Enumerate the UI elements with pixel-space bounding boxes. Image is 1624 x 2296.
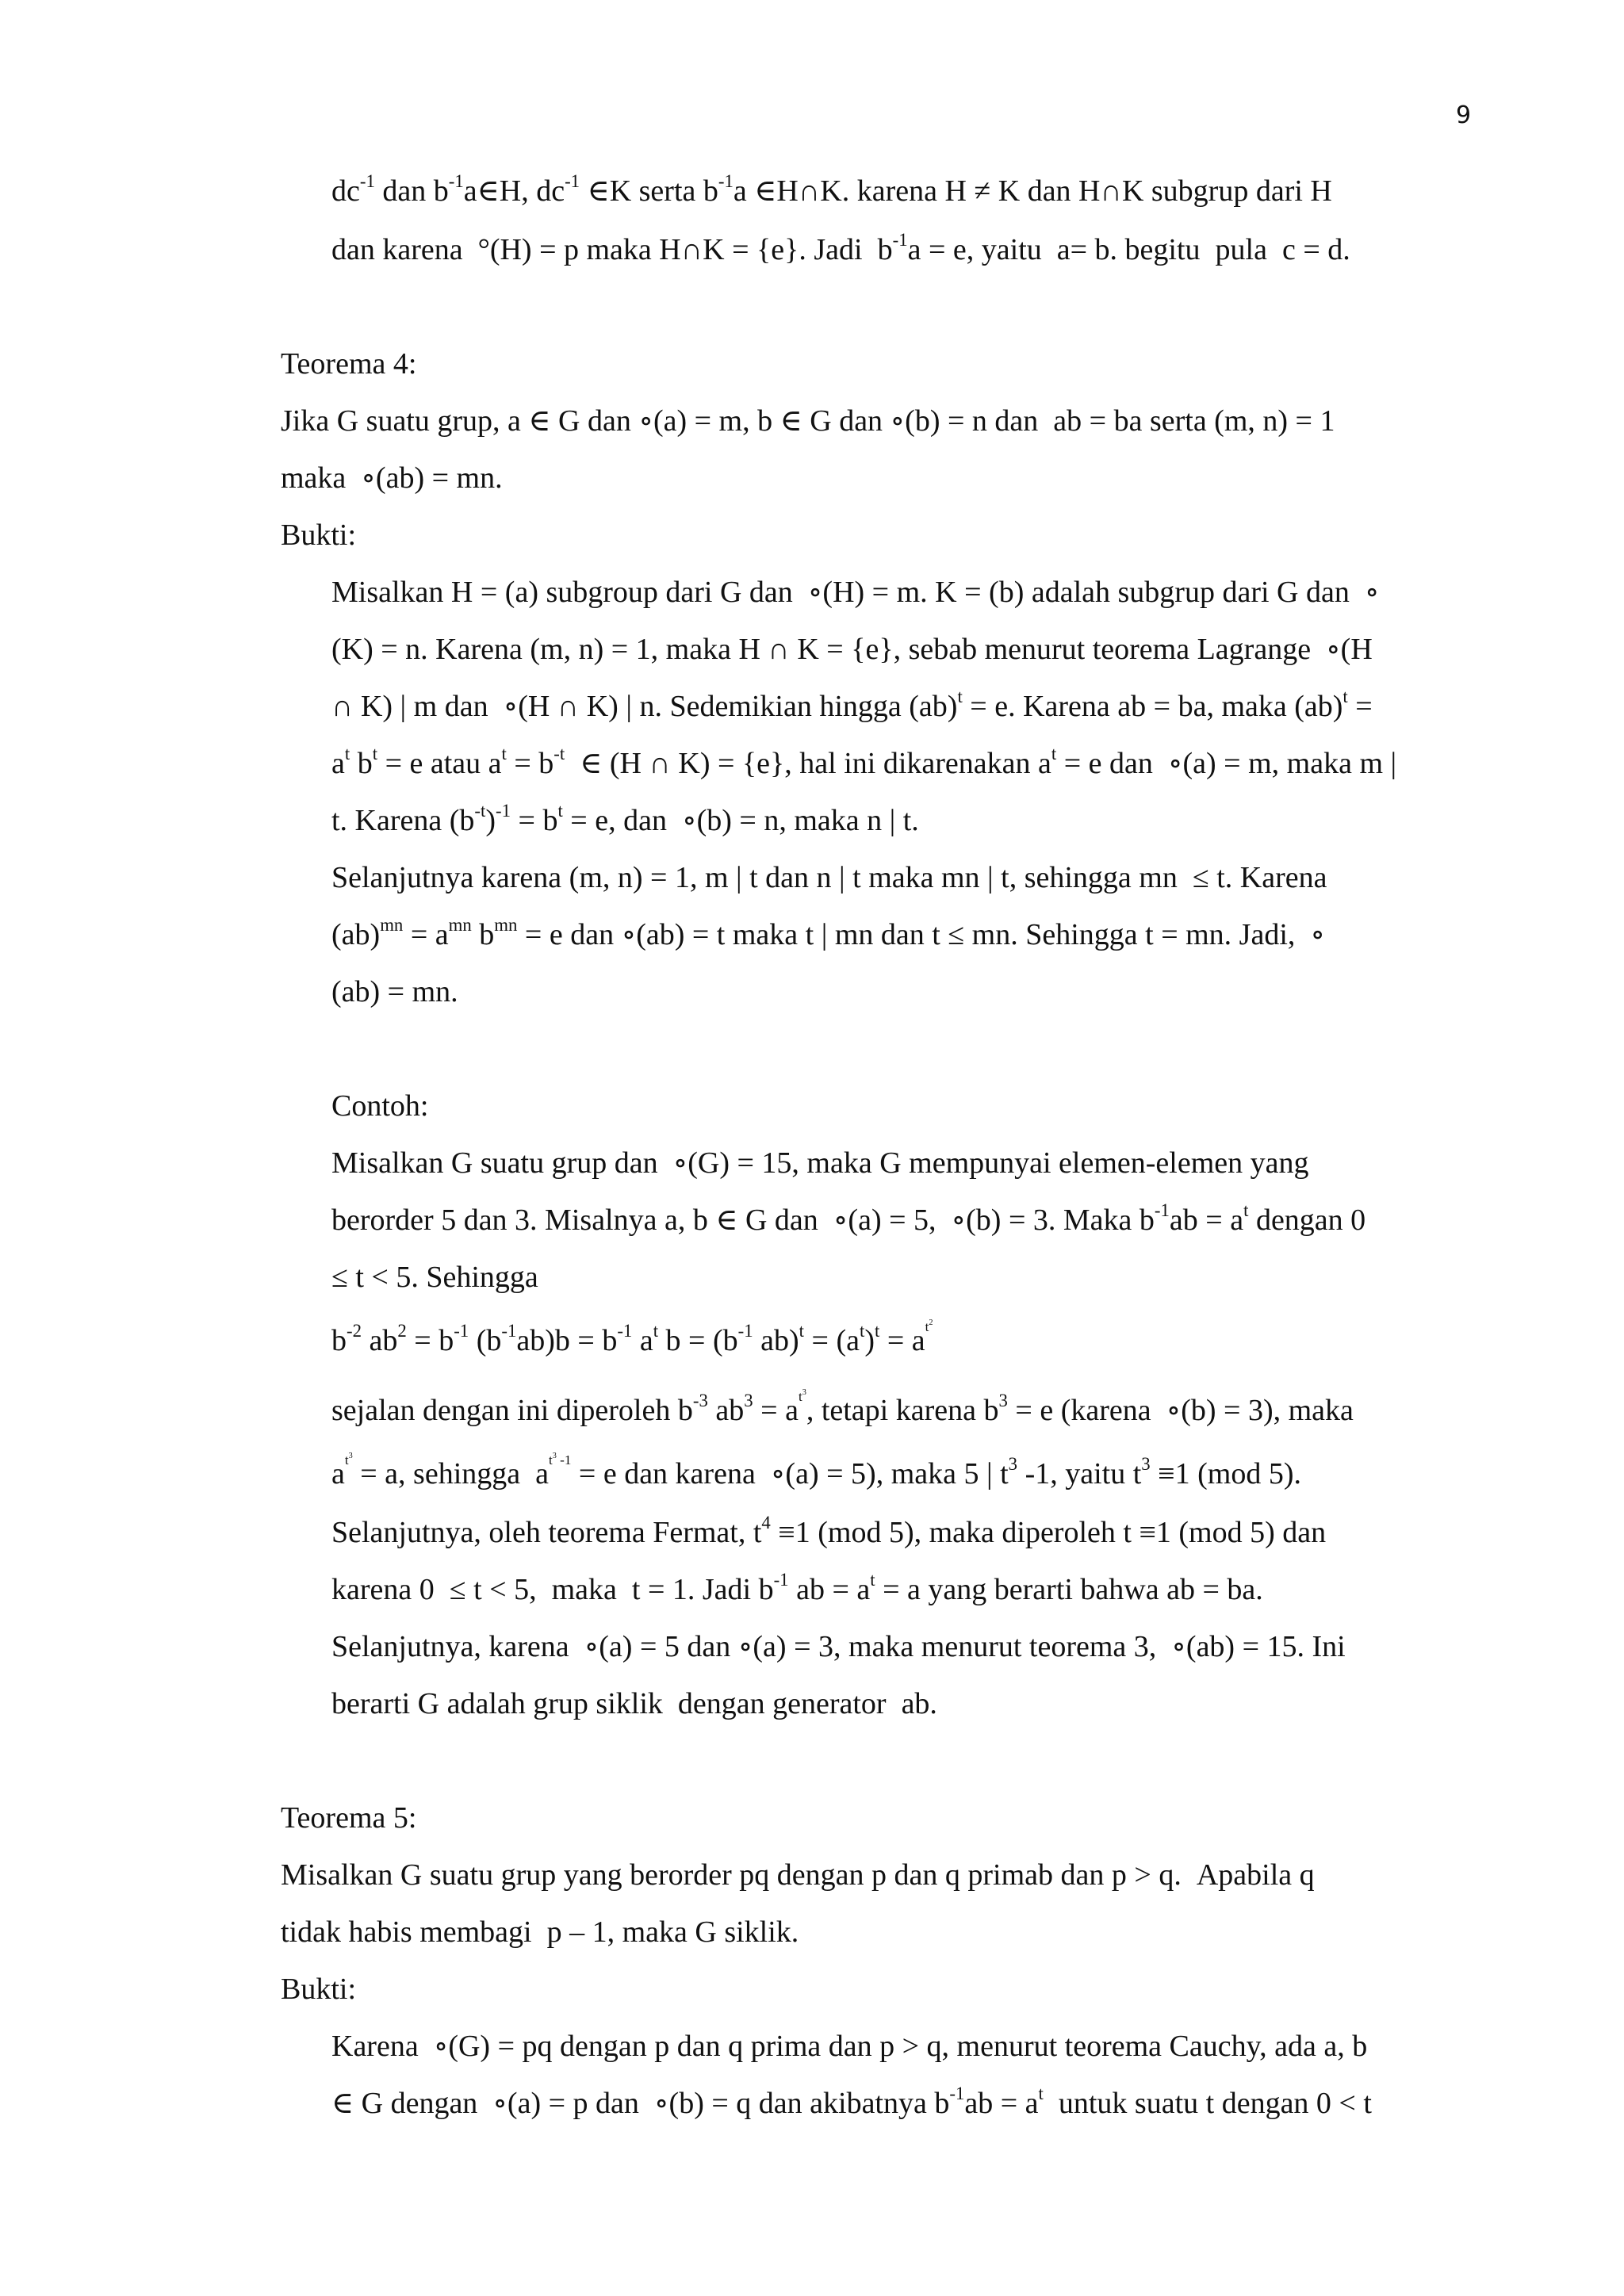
text-line: $dc^{-1}$ dan $b^{-1}a\in H$, $dc^{-1}$ ∈K serta $b^{-1}a$ ∈H∩K. karena H ≠ K dan H∩K subgrup dari H	[331, 170, 1332, 208]
proof-heading: Bukti:	[281, 1973, 357, 2006]
text-line: $a^{t^3} = a$, sehingga $a^{t^3 -1} = e$ dan karena ∘(a) = 5), maka 5 | $t^3$ -1, yaitu $t^3 \equiv 1$ (mod 5).	[331, 1451, 1301, 1490]
text-line: dan karena °(H) = p maka H∩K = {e}. Jadi $b^{-1}a = e$, yaitu a= b. begitu pula c = d.	[331, 229, 1350, 266]
example-heading: Contoh:	[331, 1089, 429, 1123]
page-number: 9	[1456, 101, 1472, 129]
text-line: Misalkan G suatu grup dan ∘(G) = 15, maka G mempunyai elemen-elemen yang	[331, 1146, 1309, 1180]
text-line: Selanjutnya karena (m, n) = 1, m | t dan n | t maka mn | t, sehingga mn ≤ t. Karena	[331, 861, 1327, 894]
text-line: Karena ∘(G) = pq dengan p dan q prima dan p > q, menurut teorema Cauchy, ada a, b	[331, 2030, 1368, 2063]
equation: $b^{-2}$ $ab^2 = b^{-1}$ $(b^{-1}ab)b = b^{-1}$ $a^t$ $b = (b^{-1}$ $ab)^t = (a^t)^t = a^{t^2}$	[331, 1318, 933, 1357]
text-line: karena 0 ≤ t < 5, maka t = 1. Jadi $b^{-1}$ ab = $a^t = a$ yang berarti bahwa ab = ba.	[331, 1569, 1263, 1606]
text-line: ∈ G dengan ∘(a) = p dan ∘(b) = q dan akibatnya $b^{-1}ab = a^t$ untuk suatu t dengan 0 < t	[331, 2083, 1372, 2120]
text-line: berarti G adalah grup siklik dengan generator ab.	[331, 1687, 937, 1720]
text-line: ≤ t < 5. Sehingga	[331, 1261, 538, 1294]
text-line: sejalan dengan ini diperoleh $b^{-3}$ $ab^3 = a^{t^3}$, tetapi karena $b^3 = e$ (karena ∘(b) = 3), maka	[331, 1387, 1354, 1427]
text-line: Selanjutnya, karena ∘(a) = 5 dan ∘(a) = 3, maka menurut teorema 3, ∘(ab) = 15. Ini	[331, 1630, 1346, 1663]
text-line: (ab) = mn.	[331, 975, 458, 1008]
text-line: $a^t$ $b^t = e$ atau $a^t = b^{-t}$ ∈ (H ∩ K) = {e}, hal ini dikarenakan $a^t = e$ dan ∘(a) = m, maka m |	[331, 743, 1397, 780]
text-line: maka ∘(ab) = mn.	[281, 461, 503, 495]
text-line: Selanjutnya, oleh teorema Fermat, $t^4 \equiv 1$ (mod 5), maka diperoleh t ≡1 (mod 5) dan	[331, 1512, 1327, 1549]
text-line: Misalkan H = (a) subgroup dari G dan ∘(H) = m. K = (b) adalah subgrup dari G dan ∘	[331, 576, 1380, 609]
text-line: tidak habis membagi p – 1, maka G siklik.	[281, 1915, 799, 1949]
text-line: Jika G suatu grup, a ∈ G dan ∘(a) = m, b ∈ G dan ∘(b) = n dan ab = ba serta (m, n) = 1	[281, 404, 1335, 438]
text-line: Misalkan G suatu grup yang berorder pq dengan p dan q primab dan p > q. Apabila q	[281, 1858, 1315, 1892]
theorem-heading: Teorema 4:	[281, 347, 417, 381]
text-line: berorder 5 dan 3. Misalnya a, b ∈ G dan ∘(a) = 5, ∘(b) = 3. Maka $b^{-1}ab = a^t$ dengan 0	[331, 1200, 1366, 1237]
text-line: t. Karena $(b^{-t})^{-1} = b^t = e$, dan ∘(b) = n, maka n | t.	[331, 800, 919, 837]
text-line: ∩ K) | m dan ∘(H ∩ K) | n. Sedemikian hingga (ab)$^t$ = e. Karena ab = ba, maka (ab)$^t$ =	[331, 686, 1373, 723]
text-line: $(ab)^{mn} = a^{mn}$ $b^{mn} = e$ dan ∘(ab) = t maka t | mn dan t ≤ mn. Sehingga t = mn. Jadi, ∘	[331, 914, 1326, 951]
theorem-heading: Teorema 5:	[281, 1801, 417, 1835]
proof-heading: Bukti:	[281, 519, 357, 552]
text-line: (K) = n. Karena (m, n) = 1, maka H ∩ K = {e}, sebab menurut teorema Lagrange ∘(H	[331, 633, 1373, 666]
